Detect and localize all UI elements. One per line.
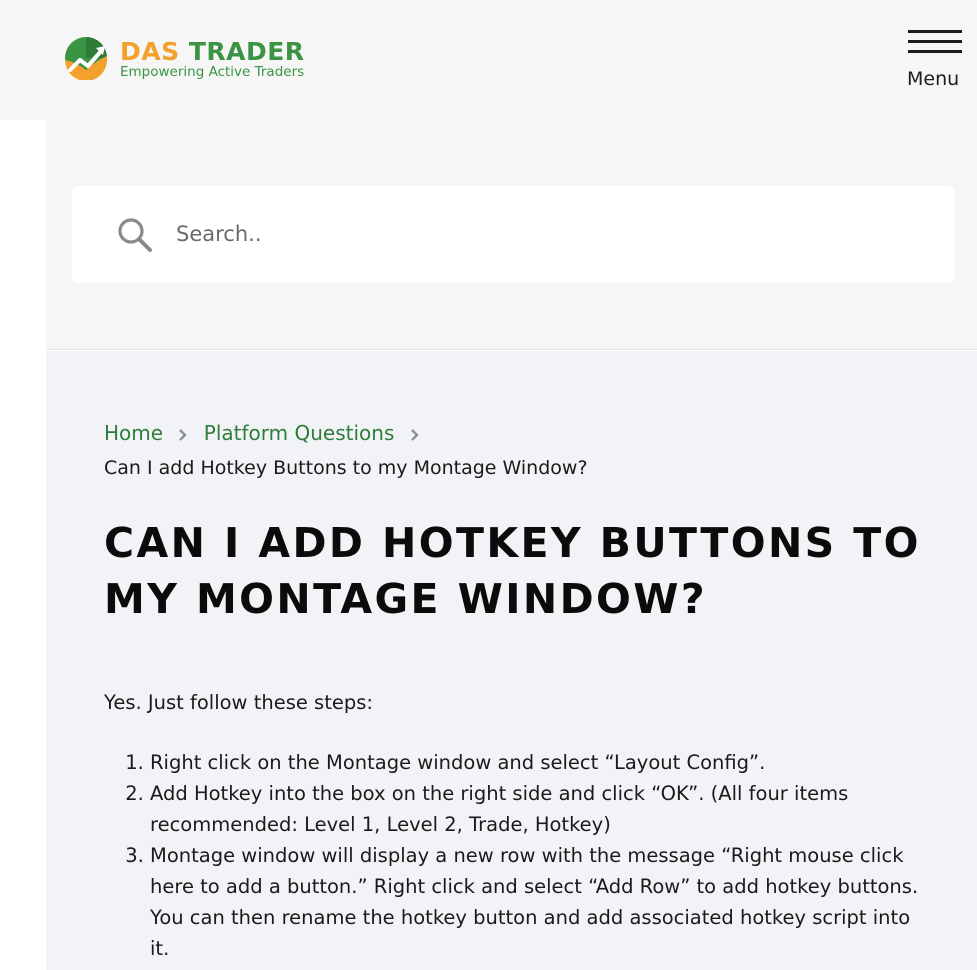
menu-button[interactable] bbox=[905, 30, 965, 92]
search-box[interactable] bbox=[72, 186, 954, 283]
page-title: CAN I ADD HOTKEY BUTTONS TO MY MONTAGE WINDOW? bbox=[104, 519, 921, 623]
logo[interactable] bbox=[64, 35, 305, 81]
menu-label: Menu bbox=[907, 68, 960, 90]
article-content bbox=[46, 351, 977, 970]
site-header bbox=[0, 0, 977, 120]
breadcrumb-home-link[interactable]: Home bbox=[104, 421, 164, 445]
breadcrumb-current: Can I add Hotkey Buttons to my Montage Window? bbox=[104, 457, 588, 479]
chevron-right-icon bbox=[405, 427, 425, 443]
list-item: 3. Montage window will display a new row with the message “Right mouse click here to add a button.” Right click and select “Add Row” to add hotkey buttons. You can then rename the hotkey button and add associated hotkey script into it. bbox=[150, 840, 930, 964]
search-input[interactable] bbox=[176, 210, 916, 258]
list-item: 2. Add Hotkey into the box on the right side and click “OK”. (All four items recommended: Level 1, Level 2, Trade, Hotkey) bbox=[150, 778, 930, 840]
breadcrumb bbox=[104, 420, 964, 481]
search-section bbox=[46, 120, 977, 350]
breadcrumb-category-link[interactable]: Platform Questions bbox=[203, 421, 395, 445]
search-icon bbox=[116, 216, 154, 254]
logo-wordmark bbox=[120, 38, 305, 66]
list-item: 1. Right click on the Montage window and select “Layout Config”. bbox=[150, 747, 930, 778]
logo-tagline: Empowering Active Traders bbox=[120, 63, 305, 80]
steps-list bbox=[150, 747, 930, 964]
chevron-right-icon bbox=[173, 427, 193, 443]
article-intro: Yes. Just follow these steps: bbox=[104, 691, 373, 714]
logo-icon bbox=[64, 36, 108, 80]
logo-brand-das: DAS bbox=[120, 36, 180, 66]
logo-brand-trader: TRADER bbox=[188, 36, 305, 66]
